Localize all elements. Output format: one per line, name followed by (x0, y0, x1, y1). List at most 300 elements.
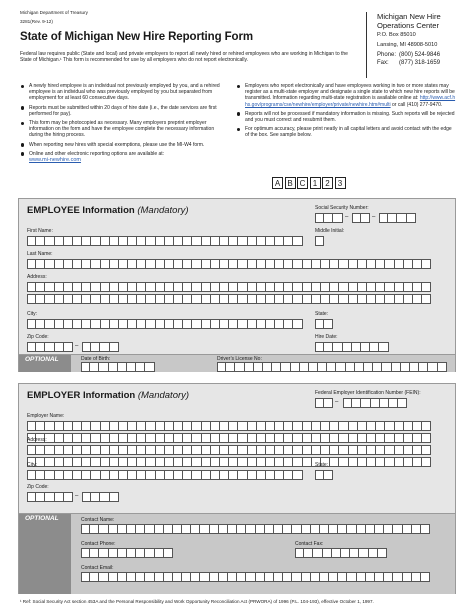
char-box[interactable] (266, 259, 275, 269)
char-box[interactable] (220, 433, 229, 443)
char-box[interactable] (101, 457, 110, 467)
char-box[interactable] (248, 433, 257, 443)
char-box[interactable] (367, 445, 376, 455)
char-box[interactable] (395, 282, 404, 292)
char-box[interactable] (145, 572, 154, 582)
char-box[interactable] (238, 236, 247, 246)
char-box[interactable] (366, 524, 375, 534)
char-box[interactable] (338, 524, 347, 534)
char-box[interactable] (119, 294, 128, 304)
char-box[interactable] (385, 294, 394, 304)
char-box[interactable] (82, 457, 91, 467)
char-box[interactable] (256, 524, 265, 534)
char-box[interactable] (27, 342, 36, 352)
employer-city-field[interactable] (27, 470, 303, 480)
multi-state-link[interactable]: http://www.acf.hhs.gov/programs/cse/newhire/employer/private/newhire.htm#multi (245, 95, 456, 108)
char-box[interactable] (128, 259, 137, 269)
char-box[interactable] (229, 421, 238, 431)
char-box[interactable] (358, 282, 367, 292)
char-box[interactable] (413, 421, 422, 431)
char-box[interactable] (110, 445, 119, 455)
char-box[interactable] (349, 457, 358, 467)
state-field[interactable] (315, 319, 333, 329)
char-box[interactable] (281, 362, 290, 372)
char-box[interactable] (303, 445, 312, 455)
char-box[interactable] (119, 236, 128, 246)
char-box[interactable] (330, 445, 339, 455)
char-box[interactable] (349, 445, 358, 455)
char-box[interactable] (303, 259, 312, 269)
char-box[interactable] (284, 294, 293, 304)
char-box[interactable] (229, 294, 238, 304)
char-box[interactable] (55, 421, 64, 431)
char-box[interactable] (110, 259, 119, 269)
char-box[interactable] (127, 524, 136, 534)
middle-initial-field[interactable] (315, 236, 324, 246)
char-box[interactable] (101, 470, 110, 480)
contact-name-field[interactable] (81, 524, 430, 534)
char-box[interactable] (183, 470, 192, 480)
char-box[interactable] (254, 362, 263, 372)
char-box[interactable] (293, 470, 302, 480)
char-box[interactable] (202, 282, 211, 292)
char-box[interactable] (395, 457, 404, 467)
char-box[interactable] (384, 572, 393, 582)
char-box[interactable] (257, 236, 266, 246)
char-box[interactable] (182, 572, 191, 582)
char-box[interactable] (217, 362, 226, 372)
license-field[interactable] (217, 362, 447, 372)
char-box[interactable] (376, 433, 385, 443)
char-box[interactable] (274, 572, 283, 582)
char-box[interactable] (384, 524, 393, 534)
zip-field[interactable] (27, 342, 73, 352)
char-box[interactable] (349, 433, 358, 443)
char-box[interactable] (220, 470, 229, 480)
char-box[interactable] (413, 445, 422, 455)
char-box[interactable] (128, 294, 137, 304)
char-box[interactable] (265, 524, 274, 534)
online-link[interactable]: www.mi-newhire.com (29, 157, 81, 164)
char-box[interactable] (422, 433, 431, 443)
char-box[interactable] (192, 421, 201, 431)
char-box[interactable] (366, 572, 375, 582)
char-box[interactable] (27, 294, 36, 304)
employer-zip-field[interactable] (27, 492, 73, 502)
char-box[interactable] (220, 445, 229, 455)
char-box[interactable] (91, 236, 100, 246)
char-box[interactable] (395, 421, 404, 431)
char-box[interactable] (99, 548, 108, 558)
char-box[interactable] (321, 421, 330, 431)
char-box[interactable] (45, 492, 54, 502)
char-box[interactable] (90, 524, 99, 534)
char-box[interactable] (202, 319, 211, 329)
char-box[interactable] (283, 524, 292, 534)
char-box[interactable] (128, 421, 137, 431)
char-box[interactable] (358, 294, 367, 304)
char-box[interactable] (91, 457, 100, 467)
char-box[interactable] (229, 445, 238, 455)
char-box[interactable] (165, 259, 174, 269)
char-box[interactable] (333, 342, 342, 352)
char-box[interactable] (200, 572, 209, 582)
char-box[interactable] (119, 457, 128, 467)
char-box[interactable] (312, 294, 321, 304)
char-box[interactable] (202, 236, 211, 246)
char-box[interactable] (229, 319, 238, 329)
char-box[interactable] (312, 445, 321, 455)
char-box[interactable] (339, 294, 348, 304)
employer-name-field-line2[interactable] (27, 433, 431, 443)
char-box[interactable] (211, 294, 220, 304)
char-box[interactable] (330, 421, 339, 431)
char-box[interactable] (82, 421, 91, 431)
char-box[interactable] (238, 294, 247, 304)
char-box[interactable] (404, 294, 413, 304)
char-box[interactable] (118, 524, 127, 534)
ssn-boxes[interactable] (352, 213, 370, 223)
char-box[interactable] (118, 572, 127, 582)
char-box[interactable] (220, 294, 229, 304)
char-box[interactable] (200, 524, 209, 534)
char-box[interactable] (174, 421, 183, 431)
char-box[interactable] (156, 433, 165, 443)
fein-boxes[interactable] (315, 398, 333, 408)
char-box[interactable] (284, 470, 293, 480)
char-box[interactable] (55, 294, 64, 304)
char-box[interactable] (211, 445, 220, 455)
char-box[interactable] (36, 421, 45, 431)
char-box[interactable] (275, 445, 284, 455)
char-box[interactable] (341, 548, 350, 558)
char-box[interactable] (404, 282, 413, 292)
char-box[interactable] (155, 524, 164, 534)
char-box[interactable] (257, 294, 266, 304)
char-box[interactable] (349, 294, 358, 304)
char-box[interactable] (82, 282, 91, 292)
char-box[interactable] (284, 282, 293, 292)
char-box[interactable] (45, 259, 54, 269)
char-box[interactable] (412, 572, 421, 582)
char-box[interactable] (397, 213, 406, 223)
char-box[interactable] (109, 548, 118, 558)
char-box[interactable] (55, 342, 64, 352)
char-box[interactable] (156, 236, 165, 246)
char-box[interactable] (392, 362, 401, 372)
char-box[interactable] (192, 236, 201, 246)
char-box[interactable] (110, 342, 119, 352)
char-box[interactable] (64, 236, 73, 246)
char-box[interactable] (324, 319, 333, 329)
char-box[interactable] (229, 259, 238, 269)
char-box[interactable] (355, 362, 364, 372)
char-box[interactable] (398, 398, 407, 408)
char-box[interactable] (266, 294, 275, 304)
char-box[interactable] (156, 445, 165, 455)
char-box[interactable] (413, 294, 422, 304)
char-box[interactable] (91, 492, 100, 502)
char-box[interactable] (403, 524, 412, 534)
char-box[interactable] (382, 362, 391, 372)
contact-fax-field[interactable] (295, 548, 387, 558)
char-box[interactable] (257, 319, 266, 329)
char-box[interactable] (283, 572, 292, 582)
char-box[interactable] (284, 445, 293, 455)
char-box[interactable] (118, 362, 127, 372)
char-box[interactable] (256, 572, 265, 582)
char-box[interactable] (228, 524, 237, 534)
char-box[interactable] (237, 572, 246, 582)
char-box[interactable] (376, 457, 385, 467)
char-box[interactable] (395, 294, 404, 304)
char-box[interactable] (376, 259, 385, 269)
last-name-field[interactable] (27, 259, 431, 269)
char-box[interactable] (211, 421, 220, 431)
char-box[interactable] (238, 319, 247, 329)
char-box[interactable] (371, 398, 380, 408)
char-box[interactable] (304, 548, 313, 558)
char-box[interactable] (370, 342, 379, 352)
char-box[interactable] (183, 259, 192, 269)
char-box[interactable] (137, 457, 146, 467)
char-box[interactable] (55, 445, 64, 455)
char-box[interactable] (100, 492, 109, 502)
char-box[interactable] (45, 294, 54, 304)
char-box[interactable] (357, 572, 366, 582)
char-box[interactable] (165, 294, 174, 304)
char-box[interactable] (332, 548, 341, 558)
char-box[interactable] (339, 259, 348, 269)
char-box[interactable] (109, 362, 118, 372)
char-box[interactable] (219, 524, 228, 534)
char-box[interactable] (164, 524, 173, 534)
char-box[interactable] (413, 433, 422, 443)
char-box[interactable] (156, 470, 165, 480)
char-box[interactable] (378, 548, 387, 558)
char-box[interactable] (421, 572, 430, 582)
char-box[interactable] (202, 470, 211, 480)
char-box[interactable] (376, 421, 385, 431)
char-box[interactable] (275, 236, 284, 246)
char-box[interactable] (419, 362, 428, 372)
char-box[interactable] (183, 421, 192, 431)
char-box[interactable] (156, 421, 165, 431)
char-box[interactable] (312, 433, 321, 443)
char-box[interactable] (127, 362, 136, 372)
char-box[interactable] (211, 457, 220, 467)
char-box[interactable] (55, 319, 64, 329)
char-box[interactable] (220, 282, 229, 292)
char-box[interactable] (343, 398, 352, 408)
char-box[interactable] (312, 421, 321, 431)
char-box[interactable] (73, 294, 82, 304)
char-box[interactable] (210, 572, 219, 582)
char-box[interactable] (128, 433, 137, 443)
char-box[interactable] (137, 421, 146, 431)
char-box[interactable] (36, 470, 45, 480)
char-box[interactable] (428, 362, 437, 372)
char-box[interactable] (401, 362, 410, 372)
char-box[interactable] (45, 421, 54, 431)
char-box[interactable] (174, 259, 183, 269)
char-box[interactable] (36, 236, 45, 246)
char-box[interactable] (266, 433, 275, 443)
char-box[interactable] (165, 319, 174, 329)
char-box[interactable] (422, 282, 431, 292)
char-box[interactable] (404, 433, 413, 443)
char-box[interactable] (275, 457, 284, 467)
char-box[interactable] (393, 524, 402, 534)
char-box[interactable] (367, 421, 376, 431)
char-box[interactable] (358, 445, 367, 455)
dob-field[interactable] (81, 362, 155, 372)
char-box[interactable] (229, 457, 238, 467)
char-box[interactable] (27, 492, 36, 502)
char-box[interactable] (211, 470, 220, 480)
char-box[interactable] (174, 445, 183, 455)
char-box[interactable] (174, 236, 183, 246)
char-box[interactable] (293, 259, 302, 269)
char-box[interactable] (292, 572, 301, 582)
char-box[interactable] (422, 421, 431, 431)
char-box[interactable] (380, 398, 389, 408)
char-box[interactable] (182, 524, 191, 534)
char-box[interactable] (266, 236, 275, 246)
char-box[interactable] (165, 433, 174, 443)
char-box[interactable] (81, 524, 90, 534)
char-box[interactable] (257, 259, 266, 269)
char-box[interactable] (109, 524, 118, 534)
char-box[interactable] (82, 236, 91, 246)
char-box[interactable] (315, 342, 324, 352)
char-box[interactable] (118, 548, 127, 558)
char-box[interactable] (339, 445, 348, 455)
char-box[interactable] (164, 572, 173, 582)
employer-address-line1[interactable] (27, 445, 431, 455)
char-box[interactable] (220, 457, 229, 467)
char-box[interactable] (369, 548, 378, 558)
char-box[interactable] (183, 282, 192, 292)
char-box[interactable] (146, 319, 155, 329)
char-box[interactable] (128, 319, 137, 329)
char-box[interactable] (413, 259, 422, 269)
char-box[interactable] (313, 548, 322, 558)
char-box[interactable] (226, 362, 235, 372)
char-box[interactable] (265, 572, 274, 582)
char-box[interactable] (146, 470, 155, 480)
char-box[interactable] (45, 282, 54, 292)
zip-ext-field[interactable] (82, 342, 119, 352)
char-box[interactable] (347, 572, 356, 582)
char-box[interactable] (210, 524, 219, 534)
char-box[interactable] (192, 457, 201, 467)
char-box[interactable] (91, 259, 100, 269)
char-box[interactable] (248, 319, 257, 329)
char-box[interactable] (173, 572, 182, 582)
char-box[interactable] (367, 294, 376, 304)
char-box[interactable] (27, 470, 36, 480)
char-box[interactable] (318, 362, 327, 372)
char-box[interactable] (350, 548, 359, 558)
char-box[interactable] (64, 457, 73, 467)
char-box[interactable] (82, 433, 91, 443)
char-box[interactable] (137, 236, 146, 246)
char-box[interactable] (330, 259, 339, 269)
char-box[interactable] (82, 445, 91, 455)
char-box[interactable] (99, 524, 108, 534)
char-box[interactable] (100, 342, 109, 352)
char-box[interactable] (45, 236, 54, 246)
char-box[interactable] (327, 362, 336, 372)
char-box[interactable] (165, 470, 174, 480)
char-box[interactable] (45, 342, 54, 352)
char-box[interactable] (156, 319, 165, 329)
char-box[interactable] (64, 492, 73, 502)
char-box[interactable] (367, 457, 376, 467)
char-box[interactable] (375, 524, 384, 534)
char-box[interactable] (266, 457, 275, 467)
char-box[interactable] (404, 445, 413, 455)
char-box[interactable] (110, 282, 119, 292)
char-box[interactable] (192, 282, 201, 292)
char-box[interactable] (101, 236, 110, 246)
char-box[interactable] (119, 470, 128, 480)
char-box[interactable] (183, 319, 192, 329)
char-box[interactable] (404, 457, 413, 467)
char-box[interactable] (73, 470, 82, 480)
char-box[interactable] (183, 457, 192, 467)
contact-phone-field[interactable] (81, 548, 173, 558)
char-box[interactable] (343, 342, 352, 352)
char-box[interactable] (73, 445, 82, 455)
char-box[interactable] (82, 492, 91, 502)
char-box[interactable] (119, 259, 128, 269)
char-box[interactable] (156, 282, 165, 292)
char-box[interactable] (136, 572, 145, 582)
char-box[interactable] (202, 457, 211, 467)
char-box[interactable] (293, 457, 302, 467)
char-box[interactable] (375, 572, 384, 582)
char-box[interactable] (90, 362, 99, 372)
char-box[interactable] (165, 421, 174, 431)
char-box[interactable] (64, 445, 73, 455)
char-box[interactable] (275, 319, 284, 329)
char-box[interactable] (220, 259, 229, 269)
char-box[interactable] (389, 398, 398, 408)
char-box[interactable] (315, 213, 324, 223)
char-box[interactable] (379, 213, 388, 223)
char-box[interactable] (36, 319, 45, 329)
char-box[interactable] (211, 282, 220, 292)
char-box[interactable] (137, 294, 146, 304)
hire-date-field[interactable] (315, 342, 389, 352)
char-box[interactable] (367, 433, 376, 443)
char-box[interactable] (64, 421, 73, 431)
char-box[interactable] (137, 433, 146, 443)
char-box[interactable] (293, 445, 302, 455)
char-box[interactable] (321, 433, 330, 443)
char-box[interactable] (385, 457, 394, 467)
char-box[interactable] (220, 236, 229, 246)
char-box[interactable] (128, 445, 137, 455)
char-box[interactable] (324, 398, 333, 408)
char-box[interactable] (55, 470, 64, 480)
char-box[interactable] (173, 524, 182, 534)
char-box[interactable] (99, 572, 108, 582)
char-box[interactable] (219, 572, 228, 582)
char-box[interactable] (82, 342, 91, 352)
